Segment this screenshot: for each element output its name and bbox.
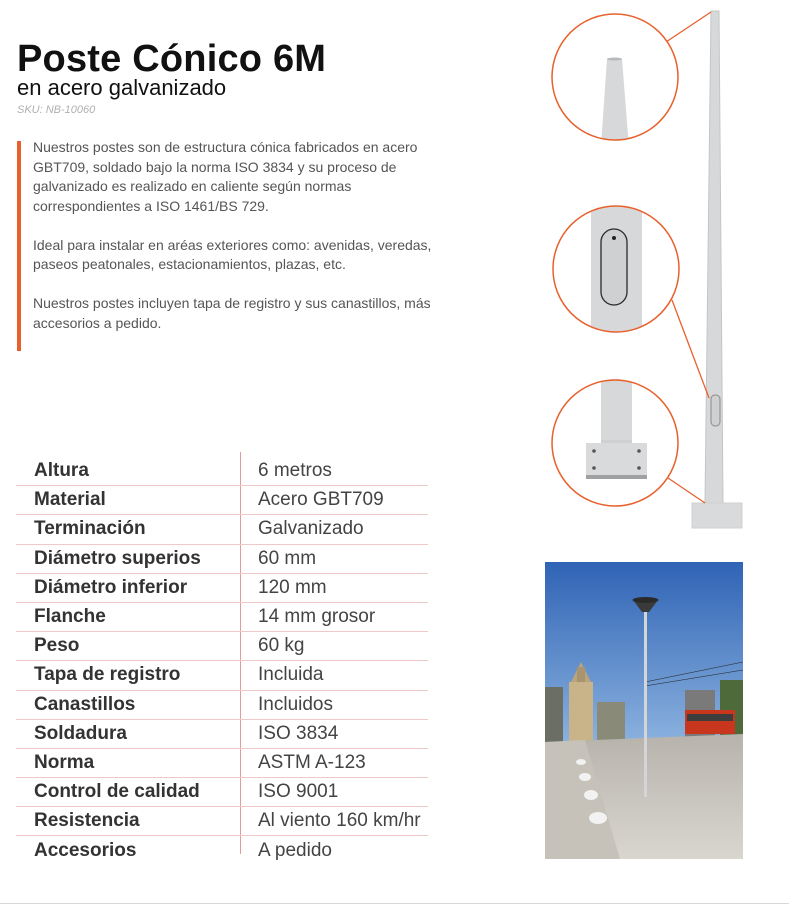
table-row — [16, 457, 428, 486]
product-sku: SKU: NB-10060 — [17, 104, 96, 116]
description-accent-bar — [17, 141, 21, 351]
spec-label: Soldadura — [34, 722, 127, 744]
spec-label: Peso — [34, 635, 80, 657]
product-title: Poste Cónico 6M — [17, 38, 327, 80]
spec-label: Tapa de registro — [34, 664, 181, 686]
table-row — [16, 720, 428, 749]
table-row — [16, 632, 428, 661]
spec-label: Altura — [34, 460, 89, 482]
spec-label: Norma — [34, 751, 95, 773]
table-row — [16, 486, 428, 515]
description-paragraph: Ideal para instalar en aréas exteriores como: avenidas, veredas, paseos peatonales, estacionamientos, plazas, etc. — [33, 236, 432, 272]
pole-base-plate — [692, 503, 742, 528]
detail-connector — [666, 12, 711, 42]
spec-value: Incluida — [258, 664, 324, 686]
spec-value: Al viento 160 km/hr — [258, 810, 421, 832]
spec-value: ISO 9001 — [258, 781, 339, 803]
spec-value: Galvanizado — [258, 518, 364, 540]
description-paragraph: Nuestros postes son de estructura cónica fabricados en acero GBT709, soldado bajo la norma ISO 3834 y su proceso de galvanizado es realizado en caliente según normas correspondientes a ISO 1461/BS 729. — [33, 139, 418, 214]
table-row — [16, 545, 428, 574]
table-row — [16, 691, 428, 720]
table-row — [16, 574, 428, 603]
spec-label: Material — [34, 489, 106, 511]
spec-value: 6 metros — [258, 460, 332, 482]
spec-value: Incluidos — [258, 693, 333, 715]
table-row — [16, 778, 428, 807]
table-row — [16, 661, 428, 690]
spec-label: Diámetro inferior — [34, 576, 188, 598]
spec-label: Resistencia — [34, 810, 140, 832]
pole-access-door — [711, 395, 720, 426]
spec-label: Canastillos — [34, 693, 136, 715]
page-bottom-divider — [0, 903, 789, 904]
spec-value: 14 mm grosor — [258, 606, 376, 628]
spec-value: 60 kg — [258, 635, 305, 657]
table-row — [16, 749, 428, 778]
spec-label: Flanche — [34, 606, 106, 628]
product-subtitle: en acero galvanizado — [17, 75, 227, 100]
table-row — [16, 515, 428, 544]
spec-value: A pedido — [258, 839, 332, 861]
product-description — [33, 138, 453, 353]
table-row — [16, 836, 428, 864]
detail-connector — [672, 300, 709, 398]
specs-table — [16, 457, 428, 865]
installed-pole-photo — [545, 562, 743, 859]
spec-label: Control de calidad — [34, 781, 200, 803]
table-row — [16, 807, 428, 836]
spec-value: ISO 3834 — [258, 722, 339, 744]
spec-value: 120 mm — [258, 576, 327, 598]
spec-label: Terminación — [34, 518, 146, 540]
detail-connector — [668, 478, 705, 503]
spec-label: Diámetro superios — [34, 547, 201, 569]
spec-value: Acero GBT709 — [258, 489, 384, 511]
spec-label: Accesorios — [34, 839, 137, 861]
spec-value: 60 mm — [258, 547, 317, 569]
table-row — [16, 603, 428, 632]
pole-shaft — [705, 11, 723, 503]
pole-illustration — [545, 0, 765, 545]
description-paragraph: Nuestros postes incluyen tapa de registro y sus canastillos, más accesorios a pedido. — [33, 295, 431, 331]
spec-value: ASTM A-123 — [258, 751, 366, 773]
